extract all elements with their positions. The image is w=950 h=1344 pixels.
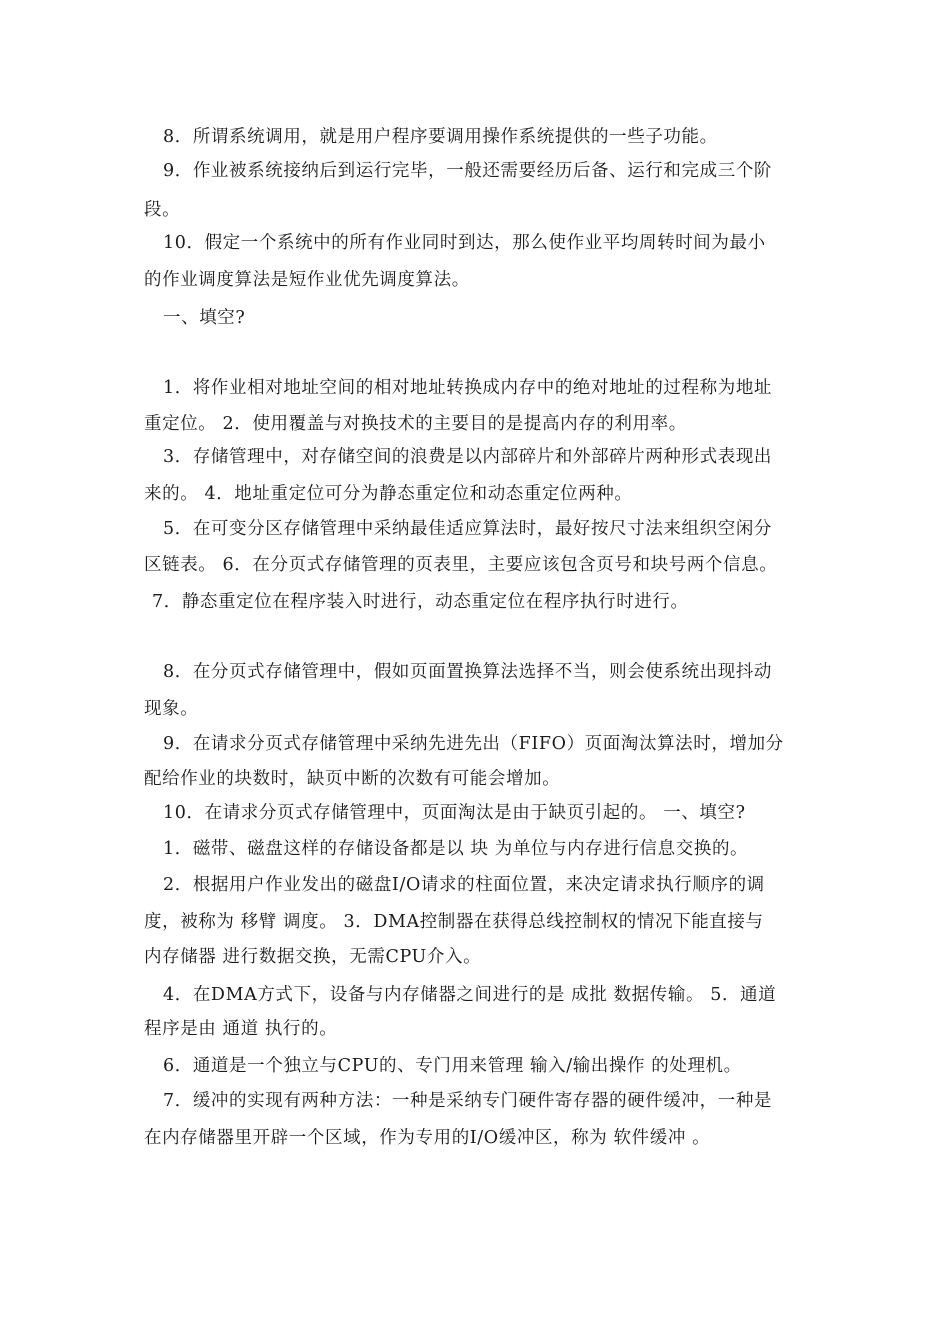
- text-line: 来的。 4．地址重定位可分为静态重定位和动态重定位两种。: [144, 484, 633, 504]
- text-line: 1．将作业相对地址空间的相对地址转换成内存中的绝对地址的过程称为地址: [163, 378, 773, 398]
- section-heading: 一、填空?: [163, 308, 246, 328]
- text-line: 在内存储器里开辟一个区域，作为专用的I/O缓冲区，称为 软件缓冲 。: [144, 1128, 711, 1148]
- text-line: 6．通道是一个独立与CPU的、专门用来管理 输入/输出操作 的处理机。: [163, 1056, 742, 1076]
- text-line: 10．假定一个系统中的所有作业同时到达，那么使作业平均周转时间为最小: [163, 233, 766, 253]
- text-line: 8．在分页式存储管理中，假如页面置换算法选择不当，则会使系统出现抖动: [163, 662, 773, 682]
- text-line: 内存储器 进行数据交换，无需CPU介入。: [144, 947, 482, 967]
- text-line: 1．磁带、磁盘这样的存储设备都是以 块 为单位与内存进行信息交换的。: [163, 839, 749, 859]
- text-line: 区链表。 6．在分页式存储管理的页表里，主要应该包含页号和块号两个信息。: [144, 555, 778, 575]
- text-line: 7．静态重定位在程序装入时进行，动态重定位在程序执行时进行。: [152, 592, 689, 612]
- text-line: 的作业调度算法是短作业优先调度算法。: [144, 270, 470, 290]
- text-line: 5．在可变分区存储管理中采纳最佳适应算法时，最好按尺寸法来组织空闲分: [163, 519, 773, 539]
- text-line: 10．在请求分页式存储管理中，页面淘汰是由于缺页引起的。 一、填空?: [163, 803, 746, 823]
- text-line: 3．存储管理中，对存储空间的浪费是以内部碎片和外部碎片两种形式表现出: [163, 447, 773, 467]
- text-line: 7．缓冲的实现有两种方法：一种是采纳专门硬件寄存器的硬件缓冲，一种是: [163, 1091, 773, 1111]
- text-line: 程序是由 通道 执行的。: [144, 1019, 338, 1039]
- text-line: 现象。: [144, 699, 199, 719]
- text-line: 段。: [144, 200, 181, 220]
- text-line: 配给作业的块数时，缺页中断的次数有可能会增加。: [144, 769, 561, 789]
- text-line: 重定位。 2．使用覆盖与对换技术的主要目的是提高内存的利用率。: [144, 414, 687, 434]
- text-line: 8．所谓系统调用，就是用户程序要调用操作系统提供的一些子功能。: [163, 127, 718, 147]
- text-line: 2．根据用户作业发出的磁盘I/O请求的柱面位置，来决定请求执行顺序的调: [163, 875, 765, 895]
- text-line: 度，被称为 移臂 调度。 3．DMA控制器在获得总线控制权的情况下能直接与: [144, 912, 764, 932]
- text-line: 9．在请求分页式存储管理中采纳先进先出（FIFO）页面淘汰算法时，增加分: [163, 734, 784, 754]
- text-line: 4．在DMA方式下，设备与内存储器之间进行的是 成批 数据传输。 5．通道: [163, 985, 777, 1005]
- text-line: 9．作业被系统接纳后到运行完毕，一般还需要经历后备、运行和完成三个阶: [163, 161, 773, 181]
